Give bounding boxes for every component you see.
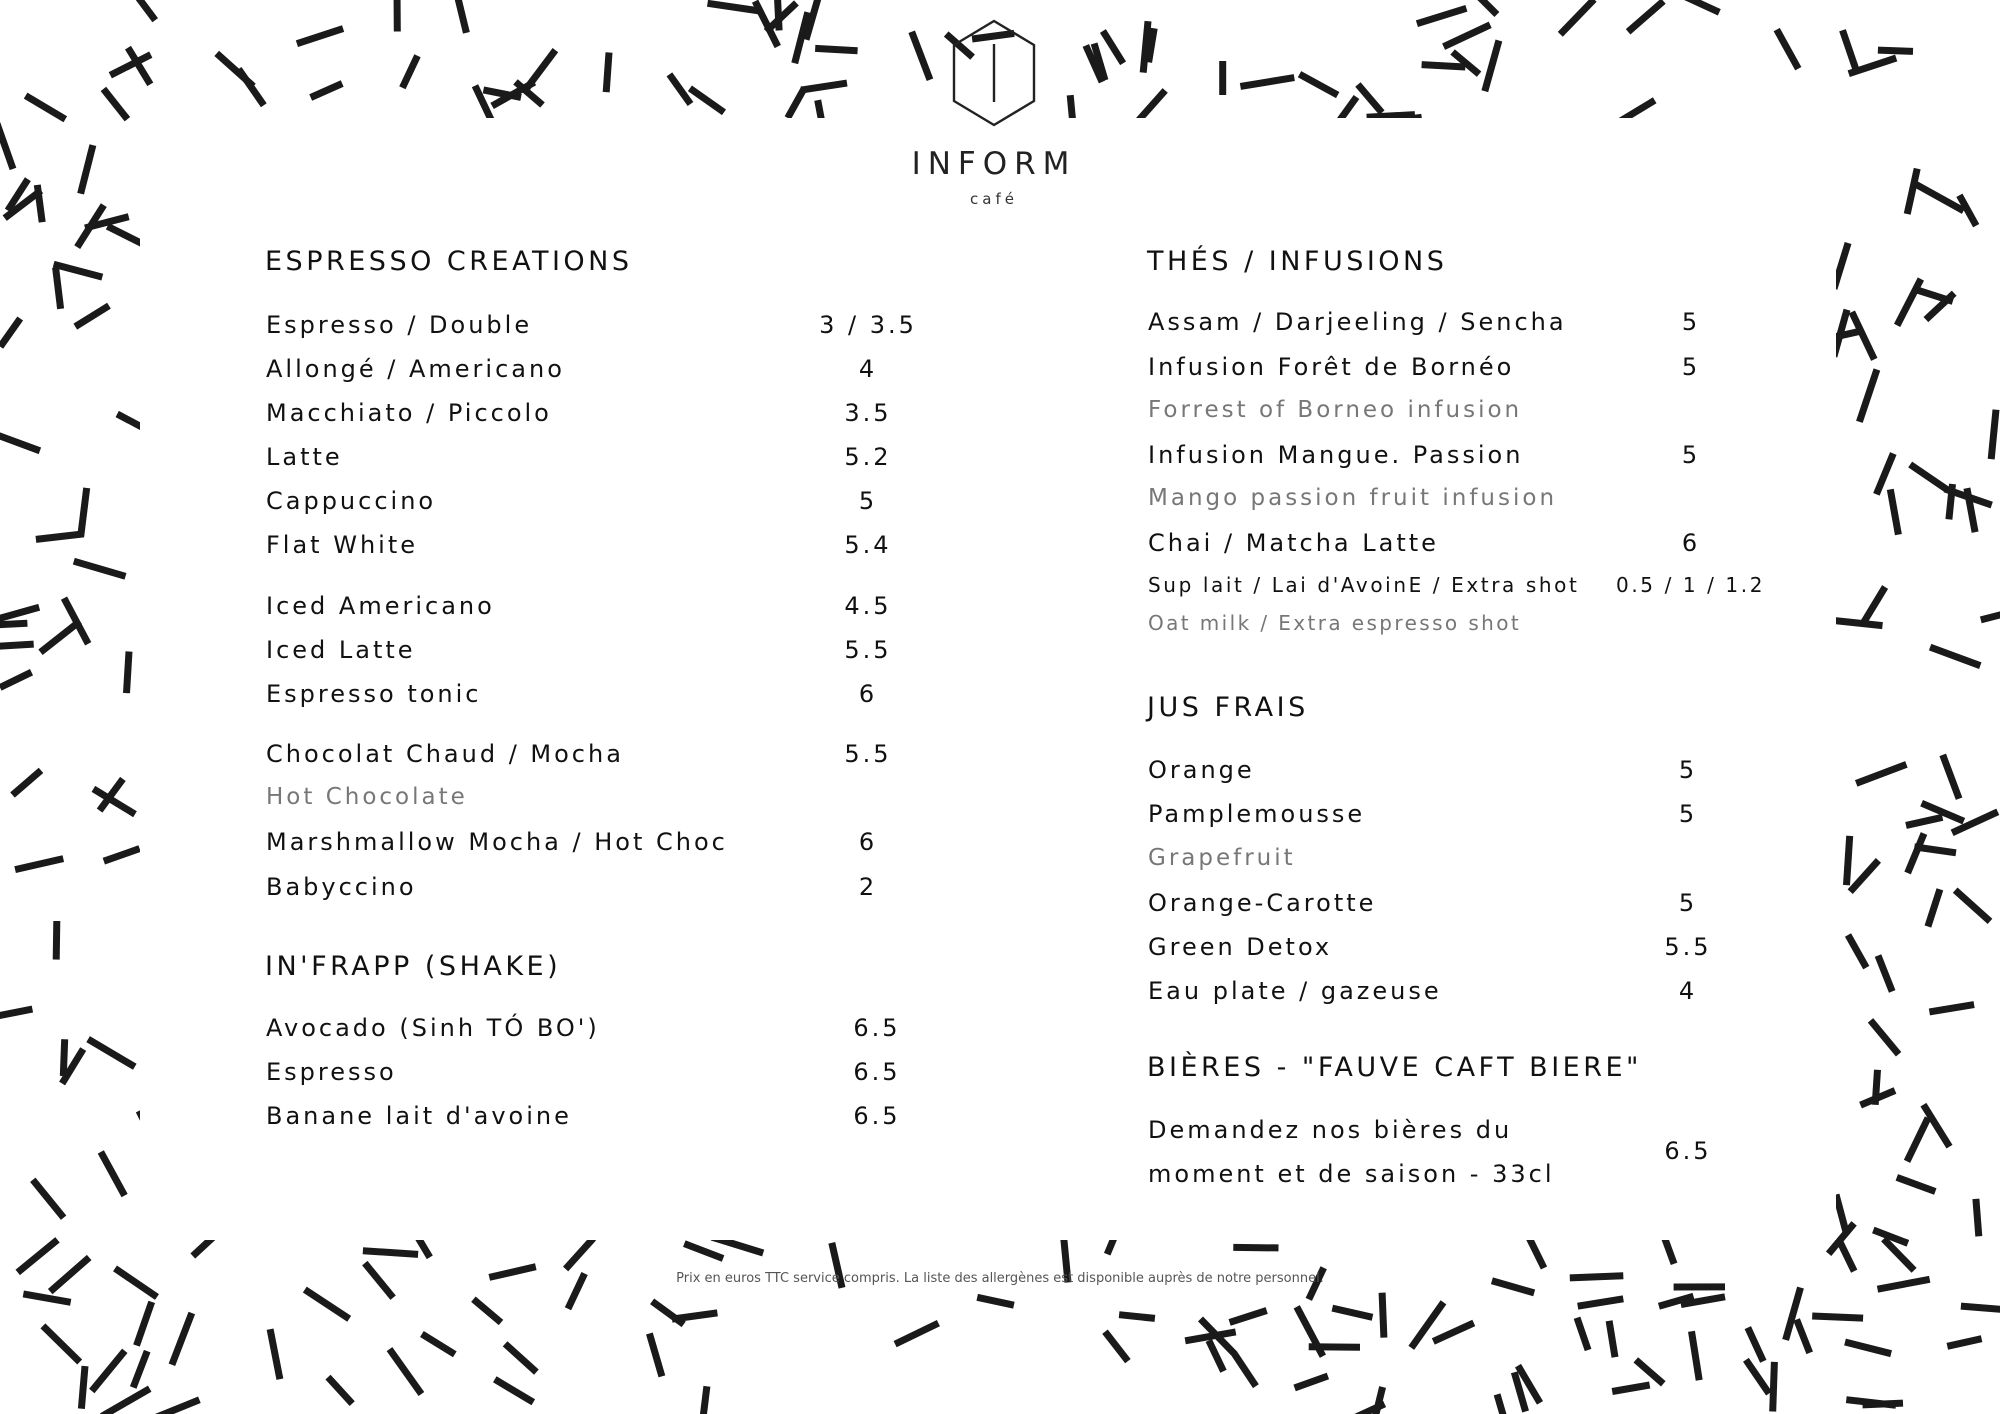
decorative-dash (1746, 1360, 1769, 1394)
decorative-dash (102, 1389, 150, 1414)
menu-item-name: Infusion Mangue. Passion (1148, 441, 1524, 469)
decorative-dash (495, 1379, 534, 1402)
decorative-dash (74, 561, 126, 576)
decorative-dash (0, 432, 40, 450)
menu-item-name: Demandez nos bières du (1148, 1116, 1513, 1144)
decorative-dash (1797, 1320, 1810, 1353)
section-title-jus: JUS FRAIS (1147, 692, 1309, 723)
decorative-dash (172, 1313, 192, 1365)
decorative-dash (1976, 1199, 1979, 1236)
decorative-dash (1812, 1316, 1863, 1318)
decorative-dash (1907, 1118, 1928, 1161)
decorative-dash (36, 534, 84, 540)
decorative-dash (239, 69, 264, 105)
decorative-dash (1628, 1, 1663, 32)
decorative-dash (137, 1302, 152, 1346)
decorative-dash (1417, 8, 1467, 23)
decorative-dash (815, 48, 857, 50)
decorative-dash (1908, 834, 1924, 874)
decorative-dash (15, 859, 63, 870)
decorative-dash (1897, 1177, 1936, 1191)
decorative-dash (1612, 1385, 1650, 1392)
menu-item-name: Iced Latte (266, 636, 416, 664)
decorative-dash (0, 607, 39, 620)
menu-item-price: 3 / 3.5 (819, 311, 917, 339)
decorative-dash (1850, 860, 1878, 891)
section-title-bieres: BIÈRES - "FAUVE CAFT BIERE" (1147, 1052, 1642, 1083)
menu-item-price: 6.5 (853, 1058, 901, 1086)
decorative-dash (54, 264, 103, 277)
decorative-dash (125, 0, 155, 20)
decorative-dash (127, 652, 130, 694)
menu-item-name: Sup lait / Lai d'AvoinE / Extra shot (1148, 573, 1580, 597)
decorative-dash (1773, 1362, 1775, 1412)
decorative-dash (1103, 31, 1123, 63)
decorative-dash (702, 1386, 707, 1414)
decorative-dash (422, 1334, 455, 1354)
decorative-dash (1143, 21, 1148, 72)
decorative-dash (0, 672, 32, 687)
decorative-dash (1914, 847, 1956, 853)
menu-item-price: 6 (1681, 529, 1701, 557)
menu-item-price: 5.5 (844, 740, 892, 768)
menu-item-price: 0.5 / 1 / 1.2 (1616, 573, 1766, 597)
menu-item-translation: Grapefruit (1148, 845, 1296, 871)
decorative-dash (788, 88, 805, 118)
menu-item-price: 5 (1681, 353, 1701, 381)
menu-item-translation: Hot Chocolate (266, 784, 468, 810)
decorative-dash (977, 1297, 1014, 1305)
menu-item-price: 6.5 (853, 1014, 901, 1042)
menu-item-name: Espresso tonic (266, 680, 482, 708)
decorative-dash (912, 32, 930, 80)
decorative-dash (1300, 74, 1338, 95)
decorative-dash (684, 1244, 723, 1259)
decorative-dash (1835, 621, 1883, 626)
decorative-dash (0, 644, 34, 647)
decorative-dash (26, 96, 66, 120)
decorative-dash (1845, 1342, 1891, 1354)
decorative-dash (1358, 85, 1382, 113)
menu-item-price: 5.4 (844, 531, 892, 559)
decorative-dash (801, 83, 847, 90)
decorative-dash (1916, 185, 1963, 211)
decorative-dash (1871, 1020, 1899, 1054)
decorative-dash (1884, 1239, 1915, 1270)
decorative-dash (56, 921, 57, 960)
decorative-dash (1991, 410, 1996, 459)
decorative-dash (1240, 78, 1294, 87)
menu-item-name: Marshmallow Mocha / Hot Choc (266, 828, 728, 856)
decorative-dash (895, 1323, 938, 1344)
decorative-dash (524, 50, 556, 92)
decorative-dash (1929, 1005, 1974, 1012)
decorative-dash (1230, 1311, 1267, 1323)
decorative-dash (1943, 755, 1959, 799)
menu-item-name: moment et de saison - 33cl (1148, 1160, 1555, 1188)
decorative-dash (1875, 1070, 1877, 1105)
menu-item-name: Green Detox (1148, 933, 1333, 961)
decorative-dash (152, 1400, 200, 1414)
decorative-dash (708, 3, 761, 11)
decorative-dash (63, 1039, 64, 1076)
decorative-dash (297, 29, 343, 44)
decorative-dash (81, 1366, 85, 1409)
decorative-dash (1863, 587, 1886, 624)
decorative-dash (1906, 817, 1943, 825)
decorative-dash (1382, 1293, 1384, 1338)
decorative-dash (88, 1039, 135, 1067)
decorative-dash (669, 74, 690, 104)
decorative-dash (363, 1251, 418, 1255)
decorative-dash (1692, 1331, 1700, 1380)
decorative-dash (1890, 489, 1898, 534)
decorative-dash (0, 319, 20, 347)
decorative-dash (1878, 956, 1892, 992)
decorative-dash (365, 1263, 393, 1298)
menu-item-price: 5 (1678, 756, 1698, 784)
decorative-dash (690, 88, 724, 112)
menu-item-name: Chai / Matcha Latte (1148, 529, 1439, 557)
menu-item-price: 4.5 (844, 592, 892, 620)
decorative-dash (1907, 169, 1917, 214)
decorative-dash (1485, 41, 1499, 92)
menu-item-price: 5.5 (844, 636, 892, 664)
decorative-dash (1859, 370, 1877, 422)
menu-item-name: Infusion Forêt de Bornéo (1148, 353, 1515, 381)
decorative-dash (1863, 1403, 1904, 1405)
decorative-dash (1876, 454, 1893, 495)
menu-item-price: 2 (858, 873, 878, 901)
decorative-dash (1470, 0, 1497, 15)
decorative-dash (1560, 0, 1594, 34)
menu-item-name: Avocado (Sinh TÓ BO') (266, 1014, 600, 1042)
menu-item-name: Chocolat Chaud / Mocha (266, 740, 624, 768)
decorative-dash (1577, 1318, 1588, 1350)
decorative-dash (115, 1268, 157, 1297)
hexagon-logo-icon (950, 18, 1038, 128)
menu-item-price: 5 (1678, 800, 1698, 828)
decorative-dash (328, 1377, 352, 1404)
menu-item-name: Espresso (266, 1058, 397, 1086)
menu-item-name: Orange-Carotte (1148, 889, 1377, 917)
decorative-dash (1878, 1279, 1930, 1289)
menu-item-name: Babyccino (266, 873, 417, 901)
decorative-dash (1848, 935, 1866, 968)
decorative-dash (1856, 764, 1906, 783)
decorative-dash (92, 1351, 125, 1391)
decorative-dash (1930, 647, 1980, 666)
menu-item-translation: Forrest of Borneo infusion (1148, 397, 1523, 423)
decorative-dash (1847, 836, 1850, 885)
decorative-dash (1910, 465, 1948, 491)
decorative-dash (1119, 1315, 1155, 1319)
decorative-dash (43, 1326, 80, 1362)
menu-item-price: 6.5 (853, 1102, 901, 1130)
decorative-dash (1233, 1247, 1278, 1248)
menu-item-name: Macchiato / Piccolo (266, 399, 552, 427)
brand-subtitle: café (970, 190, 1018, 208)
decorative-dash (1836, 1195, 1847, 1235)
decorative-dash (473, 1299, 501, 1322)
menu-item-name: Allongé / Americano (266, 355, 565, 383)
decorative-dash (1105, 1332, 1128, 1361)
decorative-dash (1947, 1339, 1981, 1347)
decorative-dash (1444, 25, 1491, 47)
decorative-dash (402, 56, 417, 88)
decorative-dash (1878, 50, 1913, 51)
decorative-dash (649, 1334, 662, 1377)
decorative-dash (104, 849, 140, 862)
menu-item-price: 5 (1681, 441, 1701, 469)
menu-item-price: 6.5 (1664, 1137, 1712, 1165)
decorative-dash (23, 1294, 70, 1302)
decorative-dash (1777, 30, 1799, 69)
decorative-dash (566, 1238, 594, 1269)
section-title-espresso: ESPRESSO CREATIONS (265, 246, 633, 277)
menu-item-price: 4 (858, 355, 878, 383)
menu-item-name: Eau plate / gazeuse (1148, 977, 1442, 1005)
menu-item-name: Espresso / Double (266, 311, 533, 339)
decorative-dash (1834, 243, 1848, 289)
decorative-dash (81, 488, 87, 537)
decorative-dash (1433, 1323, 1474, 1342)
footer-note: Prix en euros TTC service compris. La liste des allergènes est disponible auprès de notre personnel. (676, 1271, 1324, 1286)
menu-item-price: 5 (1681, 308, 1701, 336)
decorative-dash (652, 1301, 684, 1324)
decorative-dash (311, 84, 343, 98)
decorative-dash (1967, 488, 1975, 532)
decorative-dash (64, 598, 88, 644)
decorative-dash (33, 1180, 64, 1218)
decorative-dash (75, 306, 109, 327)
decorative-dash (101, 1152, 125, 1196)
decorative-dash (270, 1329, 280, 1379)
decorative-dash (1422, 65, 1466, 67)
decorative-dash (1748, 1328, 1764, 1362)
decorative-dash (1185, 1332, 1236, 1341)
decorative-dash (390, 1349, 422, 1394)
decorative-dash (1636, 1360, 1664, 1384)
decorative-dash (1961, 1306, 2000, 1310)
decorative-dash (0, 124, 13, 169)
decorative-dash (1332, 1308, 1372, 1317)
decorative-dash (18, 1240, 58, 1273)
decorative-dash (305, 1290, 349, 1319)
menu-item-name: Pamplemousse (1148, 800, 1366, 828)
decorative-dash (1955, 890, 1990, 921)
menu-item-name: Latte (266, 443, 343, 471)
decorative-dash (50, 1258, 89, 1292)
decorative-dash (1843, 30, 1857, 70)
menu-item-price: 4 (1678, 977, 1698, 1005)
menu-item-price: 5 (1678, 889, 1698, 917)
decorative-dash (505, 1344, 536, 1372)
decorative-dash (56, 268, 61, 309)
decorative-dash (1682, 0, 1719, 12)
menu-item-name: Orange (1148, 756, 1255, 784)
menu-item-translation: Mango passion fruit infusion (1148, 485, 1558, 511)
section-title-thes: THÉS / INFUSIONS (1147, 246, 1448, 277)
decorative-dash (133, 1351, 147, 1387)
decorative-dash (1578, 1299, 1624, 1306)
menu-item-price: 3.5 (844, 399, 892, 427)
decorative-dash (41, 621, 80, 652)
decorative-dash (1235, 1354, 1256, 1386)
decorative-dash (0, 623, 27, 625)
menu-item-price: 6 (858, 680, 878, 708)
menu-item-name: Assam / Darjeeling / Sencha (1148, 308, 1567, 336)
section-title-infrapp: IN'FRAPP (SHAKE) (265, 951, 562, 982)
menu-item-price: 6 (858, 828, 878, 856)
menu-item-name: Iced Americano (266, 592, 495, 620)
decorative-dash (1928, 889, 1940, 926)
menu-item-name: Flat White (266, 531, 419, 559)
decorative-dash (1981, 610, 2000, 620)
decorative-dash (0, 1009, 32, 1018)
decorative-dash (1497, 1394, 1508, 1414)
menu-item-price: 5.2 (844, 443, 892, 471)
decorative-dash (13, 770, 42, 795)
decorative-dash (606, 53, 609, 93)
decorative-dash (103, 89, 127, 119)
brand-name: INFORM (911, 146, 1077, 182)
decorative-dash (81, 145, 93, 194)
decorative-dash (1609, 1321, 1615, 1357)
decorative-dash (1897, 279, 1921, 325)
decorative-dash (1295, 1376, 1328, 1388)
menu-item-name: Banane lait d'avoine (266, 1102, 572, 1130)
menu-item-price: 5 (858, 487, 878, 515)
menu-item-name: Cappuccino (266, 487, 437, 515)
menu-item-price: 5.5 (1664, 933, 1712, 961)
decorative-dash (456, 0, 467, 33)
menu-item-translation: Oat milk / Extra espresso shot (1148, 611, 1522, 635)
